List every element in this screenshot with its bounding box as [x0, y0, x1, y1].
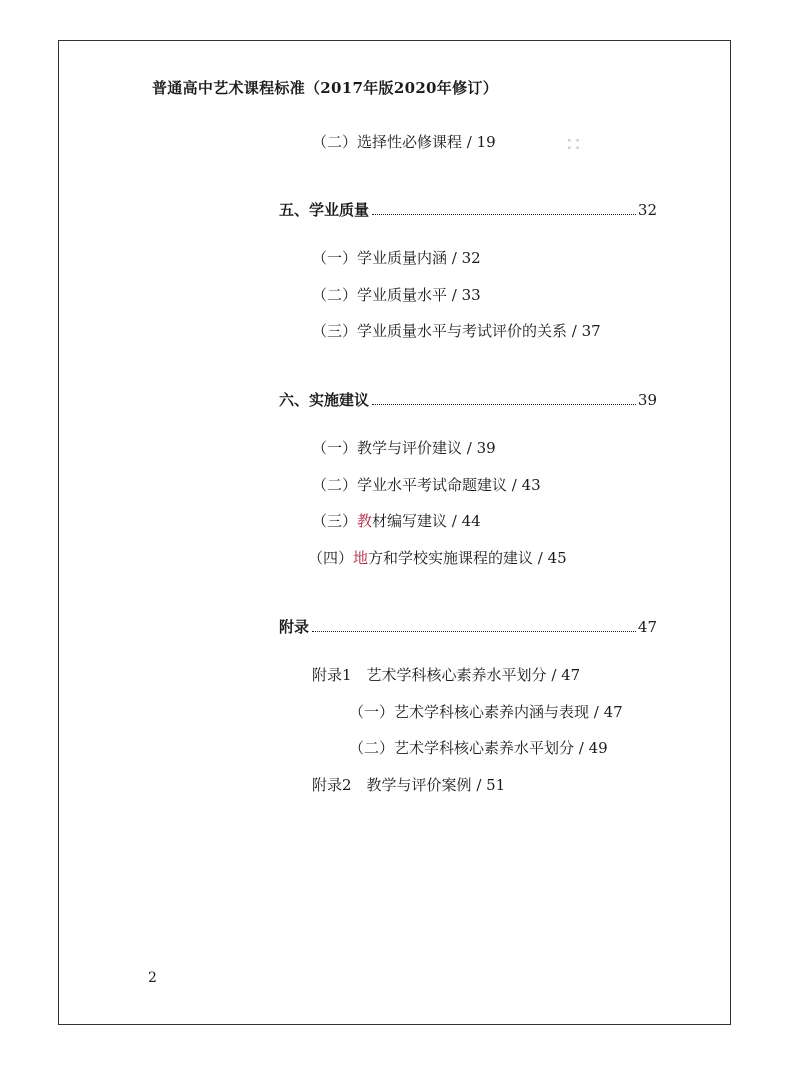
toc-section-implementation[interactable]: [279, 390, 657, 410]
dot-leader: [312, 631, 636, 632]
toc-entry[interactable]: （一）教学与评价建议 / 39: [312, 439, 496, 457]
toc-entry[interactable]: （一）艺术学科核心素养内涵与表现 / 47: [349, 703, 623, 721]
section-page: 39: [637, 391, 657, 409]
toc-entry[interactable]: （三）学业质量水平与考试评价的关系 / 37: [312, 322, 601, 340]
toc-section-appendix[interactable]: [279, 617, 657, 637]
toc-entry[interactable]: 附录2 教学与评价案例 / 51: [312, 776, 506, 794]
dot-leader: [372, 404, 636, 405]
entry-highlight: 地: [353, 549, 369, 567]
toc-entry[interactable]: 附录1 艺术学科核心素养水平划分 / 47: [312, 666, 581, 684]
running-header: 普通高中艺术课程标准（2017年版2020年修订）: [152, 79, 498, 97]
toc-entry[interactable]: （一）学业质量内涵 / 32: [312, 249, 481, 267]
section-page: 32: [637, 201, 657, 219]
entry-prefix: （三）: [312, 512, 358, 530]
toc-entry[interactable]: （二）学业水平考试命题建议 / 43: [312, 476, 541, 494]
toc-entry[interactable]: （二）艺术学科核心素养水平划分 / 49: [349, 739, 608, 757]
toc-entry[interactable]: [308, 548, 567, 568]
toc-section-quality[interactable]: [279, 200, 657, 220]
dot-leader: [372, 214, 636, 215]
toc-entry[interactable]: （二）学业质量水平 / 33: [312, 286, 481, 304]
toc-entry[interactable]: [312, 511, 481, 531]
entry-rest: 方和学校实施课程的建议 / 45: [368, 549, 567, 567]
bleed-through-mark: ∷: [567, 132, 580, 156]
entry-highlight: 教: [357, 512, 373, 530]
page-number: 2: [148, 970, 157, 986]
section-page: 47: [637, 618, 657, 636]
section-title: 六、实施建议: [279, 391, 370, 409]
section-title: 五、学业质量: [279, 201, 370, 219]
page-border: [58, 40, 731, 1025]
section-title: 附录: [279, 618, 310, 636]
entry-prefix: （四）: [308, 549, 354, 567]
toc-entry[interactable]: （二）选择性必修课程 / 19: [312, 133, 496, 151]
entry-rest: 材编写建议 / 44: [372, 512, 481, 530]
